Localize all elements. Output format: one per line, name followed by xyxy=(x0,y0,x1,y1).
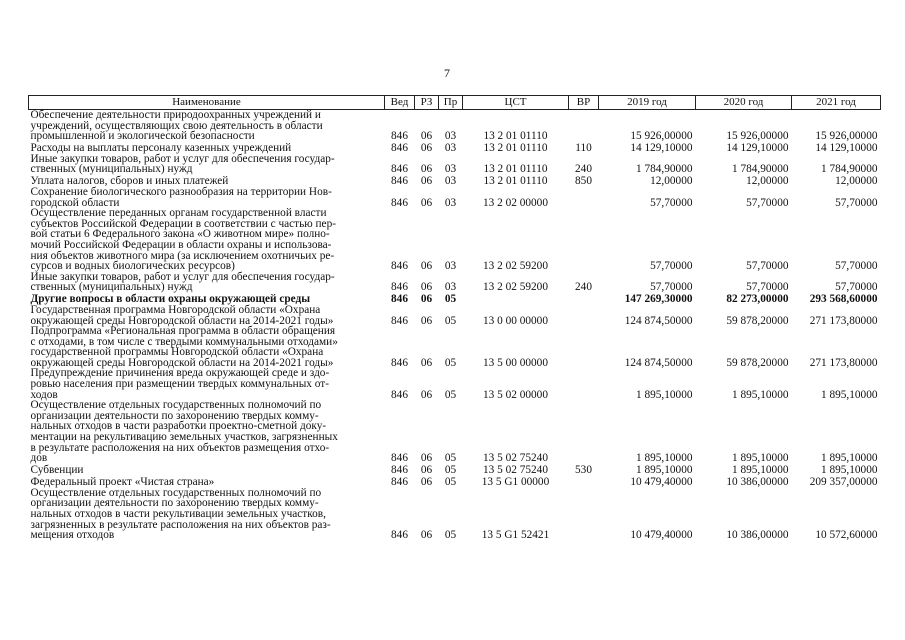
value-2021-cell: 1 895,10000 xyxy=(821,464,878,477)
table-row xyxy=(29,305,881,326)
header-cst: ЦСТ xyxy=(463,96,569,110)
table-row xyxy=(29,208,881,272)
row-name-cell: Иные закупки товаров, работ и услуг для обеспечения государ- ственных (муниципальных) нужд xyxy=(30,270,335,294)
vr-cell xyxy=(569,476,599,488)
value-2019-cell: 57,70000 xyxy=(650,260,693,273)
row-name-cell: Осуществление отдельных государственных полномочий по организации деятельности по захоронению твердых комму- нальных отходов в части рекультивации земельных участков, загрязненных в результате расположения на них объектов раз- мещения отходов xyxy=(30,486,331,542)
ved-cell: 846 xyxy=(391,260,408,273)
vr-cell xyxy=(569,293,599,305)
ved-cell: 846 xyxy=(391,142,408,155)
pr-cell: 05 xyxy=(444,314,457,327)
row-name-cell: Обеспечение деятельности природоохранных учреждений и учреждений, осуществляющих свою деятельность в области промышленной и экологической безопасности xyxy=(30,109,323,143)
rz-cell: 06 xyxy=(420,293,433,306)
vr-cell xyxy=(569,326,599,368)
ved-cell: 846 xyxy=(391,163,408,176)
cst-cell: 13 5 G1 00000 xyxy=(481,476,550,489)
pr-cell: 03 xyxy=(444,260,457,273)
value-2020-cell: 82 273,00000 xyxy=(726,293,789,306)
value-2019-cell: 15 926,00000 xyxy=(630,130,693,143)
ved-cell: 846 xyxy=(391,356,408,369)
header-2020: 2020 год xyxy=(696,96,792,110)
value-2021-cell: 14 129,10000 xyxy=(815,142,878,155)
value-2021-cell: 1 784,90000 xyxy=(821,163,878,176)
table-row xyxy=(29,464,881,476)
ved-cell: 846 xyxy=(391,388,408,401)
vr-cell xyxy=(569,400,599,464)
value-2020-cell: 59 878,20000 xyxy=(726,314,789,327)
rz-cell: 06 xyxy=(420,452,433,465)
ved-cell: 846 xyxy=(391,130,408,143)
cst-cell: 13 2 02 59200 xyxy=(483,281,548,294)
value-2019-cell: 1 895,10000 xyxy=(636,452,693,465)
value-2019-cell: 124 874,50000 xyxy=(624,356,693,369)
rz-cell: 06 xyxy=(420,196,433,209)
rz-cell: 06 xyxy=(420,260,433,273)
row-name-cell: Сохранение биологического разнообразия на территории Нов- городской области xyxy=(30,185,332,209)
table-row xyxy=(29,142,881,154)
value-2021-cell: 293 568,60000 xyxy=(809,293,878,306)
value-2021-cell: 57,70000 xyxy=(835,260,878,273)
rz-cell: 06 xyxy=(420,388,433,401)
value-2021-cell: 271 173,80000 xyxy=(809,356,878,369)
cst-cell: 13 2 01 01110 xyxy=(483,142,548,155)
table-body xyxy=(29,110,881,541)
ved-cell: 846 xyxy=(391,314,408,327)
value-2019-cell: 10 479,40000 xyxy=(630,476,693,489)
rz-cell: 06 xyxy=(420,529,433,542)
value-2020-cell: 59 878,20000 xyxy=(726,356,789,369)
vr-cell xyxy=(569,208,599,272)
vr-cell: 240 xyxy=(575,163,592,176)
cst-cell: 13 2 01 01110 xyxy=(483,163,548,176)
value-2019-cell: 10 479,40000 xyxy=(630,529,693,542)
cst-cell: 13 5 02 75240 xyxy=(483,464,548,477)
rz-cell: 06 xyxy=(420,163,433,176)
header-rz: РЗ xyxy=(415,96,439,110)
table-row xyxy=(29,154,881,175)
header-2021: 2021 год xyxy=(792,96,881,110)
cst-cell: 13 5 02 75240 xyxy=(483,452,548,465)
value-2019-cell: 124 874,50000 xyxy=(624,314,693,327)
cst-cell xyxy=(463,293,569,305)
pr-cell: 05 xyxy=(444,388,457,401)
ved-cell: 846 xyxy=(391,464,408,477)
ved-cell: 846 xyxy=(391,196,408,209)
row-name-cell: Расходы на выплаты персоналу казенных учреждений xyxy=(30,142,292,155)
rz-cell: 06 xyxy=(420,356,433,369)
rz-cell: 06 xyxy=(420,130,433,143)
value-2020-cell: 14 129,10000 xyxy=(726,142,789,155)
value-2021-cell: 209 357,00000 xyxy=(809,476,878,489)
pr-cell: 05 xyxy=(444,476,457,489)
ved-cell: 846 xyxy=(391,452,408,465)
row-name-cell: Осуществление переданных органам государственной власти субъектов Российской Федерации в соответствии с частью пер- вой статьи 6 Федерального закона «О животном мире» полно- мочий Российской Федерации в области охраны и использова- ния объектов животного мира (за исключением охотничьих ре- сурсов и водных биологических ресурсов) xyxy=(30,207,336,273)
value-2020-cell: 57,70000 xyxy=(746,196,789,209)
pr-cell: 03 xyxy=(444,196,457,209)
value-2020-cell: 10 386,00000 xyxy=(726,529,789,542)
value-2019-cell: 1 895,10000 xyxy=(636,464,693,477)
cst-cell: 13 2 01 01110 xyxy=(483,130,548,143)
ved-cell: 846 xyxy=(391,281,408,294)
rz-cell: 06 xyxy=(420,175,433,188)
vr-cell: 240 xyxy=(575,281,592,294)
value-2019-cell: 57,70000 xyxy=(650,281,693,294)
table-row xyxy=(29,272,881,293)
rz-cell: 06 xyxy=(420,314,433,327)
row-name-cell: Государственная программа Новгородской области «Охрана окружающей среды Новгородской области на 2014-2021 годы» xyxy=(30,303,334,327)
table-header-row xyxy=(29,96,881,110)
rz-cell: 06 xyxy=(420,281,433,294)
value-2020-cell: 15 926,00000 xyxy=(726,130,789,143)
pr-cell: 03 xyxy=(444,130,457,143)
row-name-cell: Подпрограмма «Региональная программа в области обращения с отходами, в том числе с твердыми коммунальными отходами» государственной программы Новгородской области «Охрана окружающей среды Новгородской области на 2014-2021 годы» xyxy=(30,325,338,369)
value-2021-cell: 1 895,10000 xyxy=(821,388,878,401)
ved-cell: 846 xyxy=(391,293,408,306)
value-2020-cell: 1 895,10000 xyxy=(732,388,789,401)
value-2020-cell: 12,00000 xyxy=(746,175,789,188)
value-2021-cell: 271 173,80000 xyxy=(809,314,878,327)
value-2021-cell: 1 895,10000 xyxy=(821,452,878,465)
row-name-cell: Федеральный проект «Чистая страна» xyxy=(30,476,215,489)
value-2021-cell: 15 926,00000 xyxy=(815,130,878,143)
table-row xyxy=(29,400,881,464)
pr-cell: 03 xyxy=(444,175,457,188)
header-pr: Пр xyxy=(439,96,463,110)
table-row xyxy=(29,368,881,400)
value-2019-cell: 12,00000 xyxy=(650,175,693,188)
cst-cell: 13 2 02 00000 xyxy=(483,196,548,209)
pr-cell: 05 xyxy=(444,464,457,477)
cst-cell: 13 2 01 01110 xyxy=(483,175,548,188)
vr-cell: 850 xyxy=(575,175,592,188)
pr-cell: 05 xyxy=(444,293,457,306)
row-name-cell: Другие вопросы в области охраны окружающей среды xyxy=(30,293,311,306)
table-row xyxy=(29,326,881,368)
value-2019-cell: 57,70000 xyxy=(650,196,693,209)
value-2020-cell: 1 784,90000 xyxy=(732,163,789,176)
ved-cell: 846 xyxy=(391,529,408,542)
pr-cell: 03 xyxy=(444,142,457,155)
row-name-cell: Уплата налогов, сборов и иных платежей xyxy=(30,175,229,188)
header-vr: ВР xyxy=(569,96,599,110)
value-2020-cell: 57,70000 xyxy=(746,281,789,294)
rz-cell: 06 xyxy=(420,142,433,155)
value-2019-cell: 14 129,10000 xyxy=(630,142,693,155)
vr-cell xyxy=(569,368,599,400)
pr-cell: 03 xyxy=(444,281,457,294)
value-2021-cell: 12,00000 xyxy=(835,175,878,188)
row-name-cell: Предупреждение причинения вреда окружающей среде и здо- ровью населения при размещении твердых коммунальных от- ходов xyxy=(30,367,330,401)
vr-cell xyxy=(569,110,599,142)
value-2020-cell: 57,70000 xyxy=(746,260,789,273)
value-2019-cell: 1 784,90000 xyxy=(636,163,693,176)
row-name-cell: Иные закупки товаров, работ и услуг для обеспечения государ- ственных (муниципальных) нужд xyxy=(30,152,335,176)
cst-cell: 13 5 G1 52421 xyxy=(481,529,550,542)
value-2019-cell: 1 895,10000 xyxy=(636,388,693,401)
row-name-cell: Осуществление отдельных государственных полномочий по организации деятельности по захоронению твердых комму- нальных отходов в части разработки проектно-сметной доку- ментации на рекультивацию земельных участков, загрязненных в результате расположения на них объектов размещения отхо- дов xyxy=(30,399,338,465)
rz-cell: 06 xyxy=(420,464,433,477)
table-row xyxy=(29,110,881,142)
pr-cell: 05 xyxy=(444,356,457,369)
rz-cell: 06 xyxy=(420,476,433,489)
table-row xyxy=(29,488,881,541)
vr-cell xyxy=(569,187,599,208)
table-row xyxy=(29,187,881,208)
value-2021-cell: 57,70000 xyxy=(835,281,878,294)
cst-cell: 13 5 02 00000 xyxy=(483,388,548,401)
ved-cell: 846 xyxy=(391,476,408,489)
budget-table xyxy=(28,95,881,541)
page-number: 7 xyxy=(444,66,450,80)
value-2020-cell: 1 895,10000 xyxy=(732,464,789,477)
cst-cell: 13 0 00 00000 xyxy=(483,314,548,327)
pr-cell: 05 xyxy=(444,529,457,542)
pr-cell: 05 xyxy=(444,452,457,465)
header-2019: 2019 год xyxy=(599,96,696,110)
vr-cell xyxy=(569,305,599,326)
cst-cell: 13 2 02 59200 xyxy=(483,260,548,273)
value-2021-cell: 10 572,60000 xyxy=(815,529,878,542)
value-2021-cell: 57,70000 xyxy=(835,196,878,209)
value-2020-cell: 1 895,10000 xyxy=(732,452,789,465)
value-2019-cell: 147 269,30000 xyxy=(624,293,693,306)
table-row xyxy=(29,476,881,488)
vr-cell: 110 xyxy=(575,142,592,155)
cst-cell: 13 5 00 00000 xyxy=(483,356,548,369)
vr-cell: 530 xyxy=(575,464,592,477)
ved-cell: 846 xyxy=(391,175,408,188)
header-ved: Вед xyxy=(385,96,415,110)
row-name-cell: Субвенции xyxy=(30,464,84,477)
value-2020-cell: 10 386,00000 xyxy=(726,476,789,489)
header-name: Наименование xyxy=(29,96,385,110)
vr-cell xyxy=(569,488,599,541)
pr-cell: 03 xyxy=(444,163,457,176)
